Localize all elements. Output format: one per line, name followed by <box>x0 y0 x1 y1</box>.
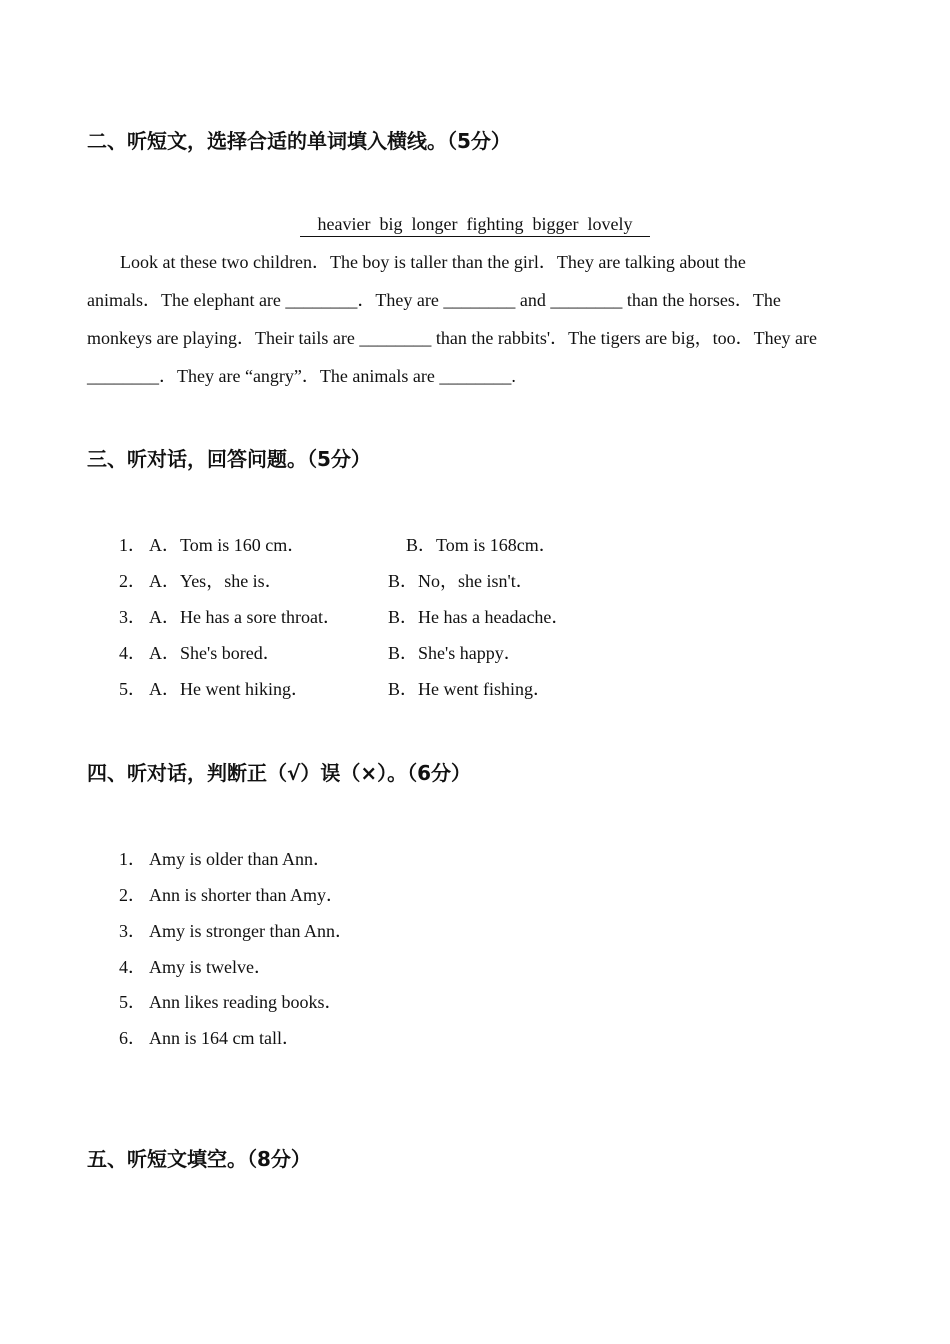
statement-text: Ann is shorter than Amy． <box>149 885 344 905</box>
option-b: B．Tom is 168cm． <box>406 535 557 555</box>
statement-text: Ann is 164 cm tall． <box>149 1028 300 1048</box>
statement-number: 3． <box>119 921 146 941</box>
question-number: 1． <box>119 535 146 555</box>
option-b: B．She's happy． <box>388 643 522 663</box>
passage-line: Look at these two children．The boy is taller than the girl．They are talking about the <box>120 252 746 272</box>
passage <box>87 243 877 395</box>
passage-line: ________．They are “angry”．The animals are ________. <box>87 366 516 386</box>
word-bank: heavier big longer fighting bigger lovely <box>300 212 650 237</box>
statement-number: 6． <box>119 1028 146 1048</box>
section2-heading: 二、听短文，选择合适的单词填入横线。（5分） <box>87 129 511 153</box>
question-number: 2． <box>119 571 146 591</box>
statement-number: 4． <box>119 957 146 977</box>
statement-text: Ann likes reading books． <box>149 992 343 1012</box>
option-a: A．He has a sore throat． <box>149 607 341 627</box>
passage-line: monkeys are playing．Their tails are ________ than the rabbits'．The tigers are big，too．They are <box>87 328 818 348</box>
section4-heading: 四、听对话，判断正（√）误（×）。（6分） <box>87 761 472 785</box>
passage-line: animals．The elephant are ________．They are ________ and ________ than the horses．The <box>87 290 781 310</box>
statement-text: Amy is stronger than Ann． <box>149 921 353 941</box>
statement-number: 2． <box>119 885 146 905</box>
option-a: A．Tom is 160 cm． <box>149 535 306 555</box>
section3-heading: 三、听对话，回答问题。（5分） <box>87 447 371 471</box>
option-a: A．He went hiking． <box>149 679 309 699</box>
question-number: 4． <box>119 643 146 663</box>
section5-heading: 五、听短文填空。（8分） <box>87 1147 311 1171</box>
question-number: 3． <box>119 607 146 627</box>
statement-text: Amy is twelve． <box>149 957 272 977</box>
statement-number: 1． <box>119 849 146 869</box>
option-a: A．She's bored． <box>149 643 281 663</box>
option-b: B．He went fishing． <box>388 679 551 699</box>
question-number: 5． <box>119 679 146 699</box>
option-b: B．He has a headache． <box>388 607 570 627</box>
statement-number: 5． <box>119 992 146 1012</box>
option-a: A．Yes，she is． <box>149 571 283 591</box>
statement-text: Amy is older than Ann． <box>149 849 331 869</box>
option-b: B．No，she isn't． <box>388 571 534 591</box>
